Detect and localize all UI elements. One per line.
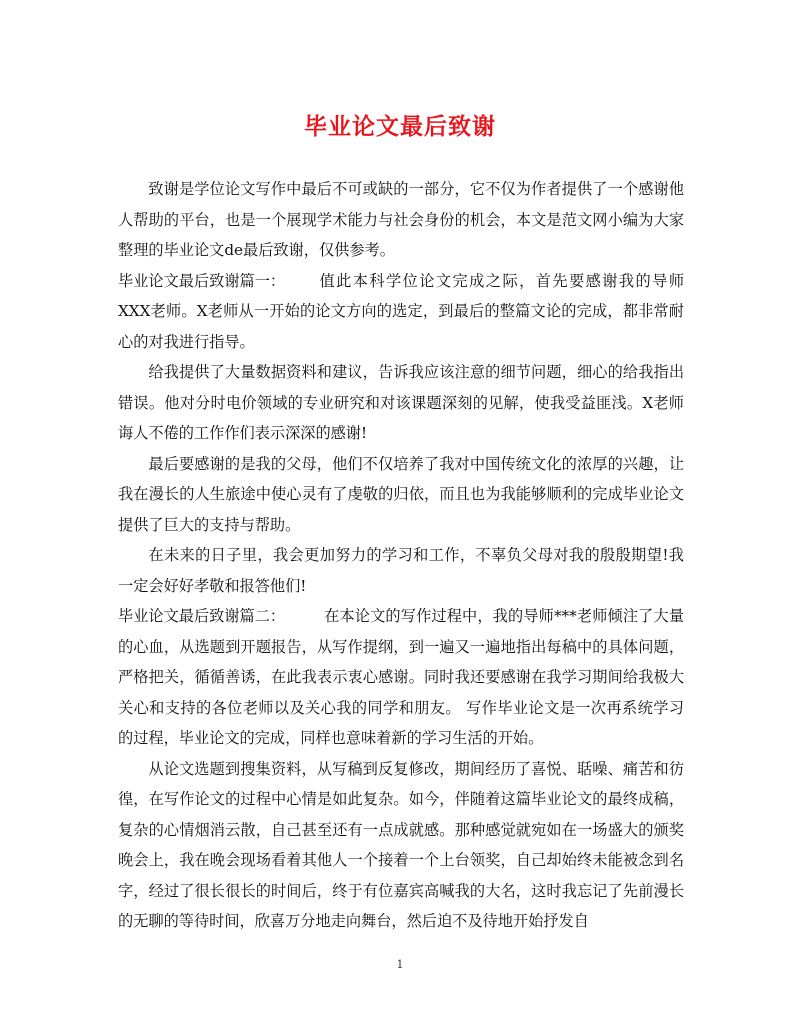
page-number: 1 — [396, 958, 404, 971]
section-one-body-paragraph: 最后要感谢的是我的父母，他们不仅培养了我对中国传统文化的浓厚的兴趣，让我在漫长的人生旅途中使心灵有了虔敬的归依，而且也为我能够顺利的完成毕业论文提供了巨大的支持与帮助。 — [118, 454, 684, 534]
section-one-paragraph — [118, 266, 684, 358]
section-two-body-paragraph: 从论文选题到搜集资料，从写稿到反复修改，期间经历了喜悦、聒噪、痛苦和彷徨，在写作论文的过程中心情是如此复杂。如今，伴随着这篇毕业论文的最终成稿，复杂的心情烟消云散，自己甚至还有一点成就感。那种感觉就宛如在一场盛大的颁奖晚会上，我在晚会现场看着其他人一个接着一个上台领奖，自己却始终未能被念到名字，经过了很长很长的时间后，终于有位嘉宾高喊我的大名，这时我忘记了先前漫长的无聊的等待时间，欣喜万分地走向舞台，然后迫不及待地开始抒发自 — [118, 759, 684, 930]
section-one-opening: 值此本科学位论文完成之际，首先要感谢我的导师XXX老师。X老师从一开始的论文方向的选定，到最后的整篇文论的完成，都非常耐心的对我进行指导。 — [118, 271, 684, 351]
section-one-body-paragraph: 在未来的日子里，我会更加努力的学习和工作，不辜负父母对我的殷殷期望!我一定会好好孝敬和报答他们! — [118, 546, 684, 595]
section-two-heading: 毕业论文最后致谢篇二： — [118, 607, 286, 625]
document-body — [118, 174, 684, 937]
section-one-body-paragraph: 给我提供了大量数据资料和建议，告诉我应该注意的细节问题，细心的给我指出错误。他对分时电价领域的专业研究和对该课题深刻的见解，使我受益匪浅。X老师诲人不倦的工作作们表示深深的感谢! — [118, 363, 684, 442]
document-title: 毕业论文最后致谢 — [304, 113, 496, 140]
intro-paragraph: 致谢是学位论文写作中最后不可或缺的一部分，它不仅为作者提供了一个感谢他人帮助的平台，也是一个展现学术能力与社会身份的机会，本文是范文网小编为大家整理的毕业论文de最后致谢，仅供参考。 — [118, 180, 684, 259]
section-two-paragraph — [118, 601, 684, 754]
section-one-heading: 毕业论文最后致谢篇一： — [118, 271, 286, 290]
section-two-opening: 在本论文的写作过程中，我的导师***老师倾注了大量的心血，从选题到开题报告，从写作提纲，到一遍又一遍地指出每稿中的具体问题，严格把关，循循善诱，在此我表示衷心感谢。同时我还要感谢在我学习期间给我极大关心和支持的各位老师以及关心我的同学和朋友。 写作毕业论文是一次再系统学习的过程，毕业论文的完成，同样也意味着新的学习生活的开始。 — [118, 607, 684, 747]
